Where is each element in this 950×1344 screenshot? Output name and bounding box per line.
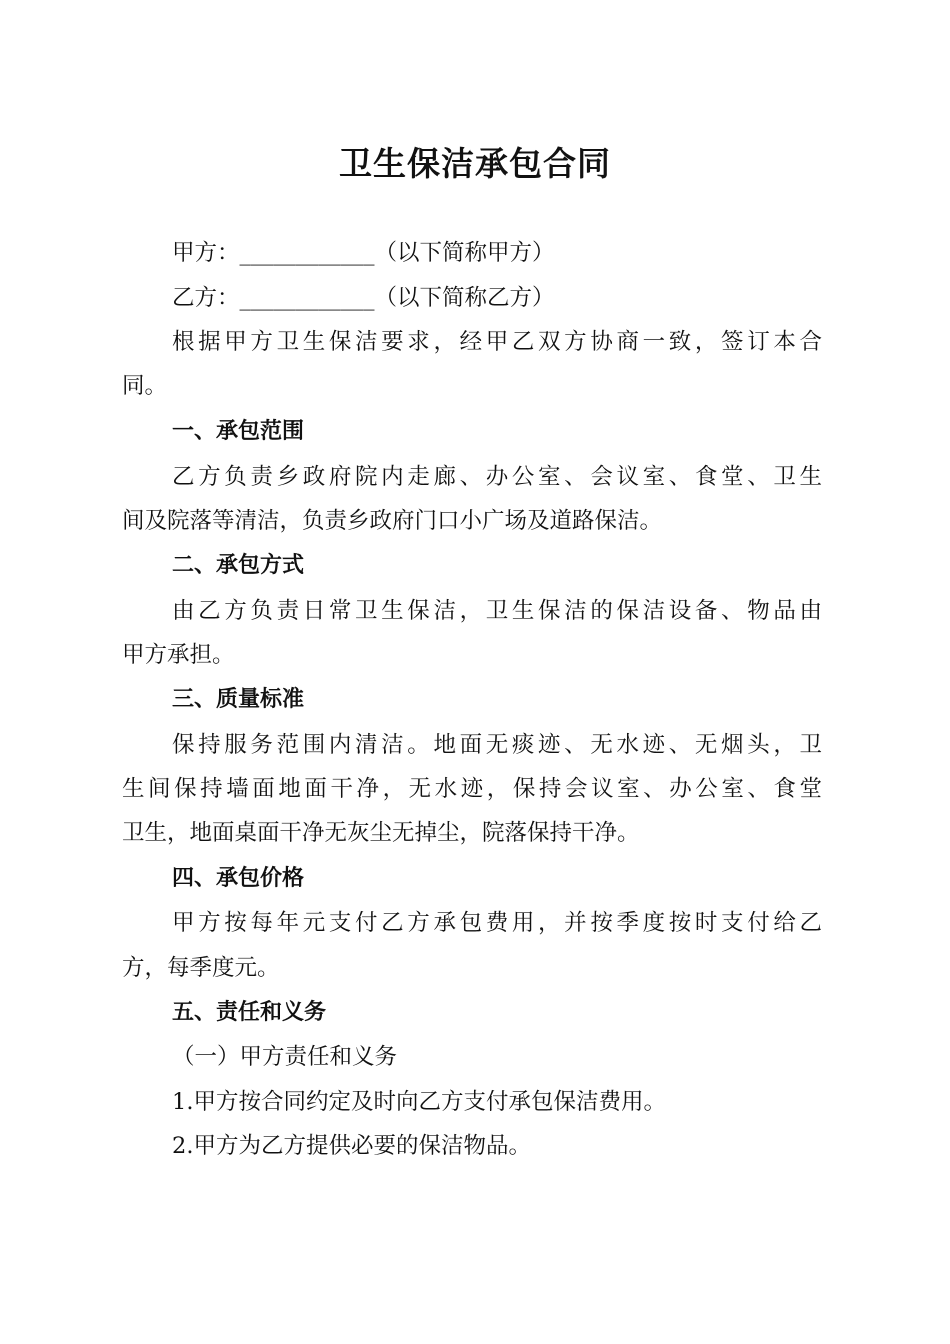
party-b-note: （以下简称乙方） <box>374 285 555 311</box>
subsection-heading: （一）甲方责任和义务 <box>172 1044 398 1070</box>
subsection-item-2: 2.甲方为乙方提供必要的保洁物品。 <box>172 1133 531 1159</box>
section-5-heading: 五、责任和义务 <box>172 1000 327 1025</box>
section-3-heading: 三、质量标准 <box>172 687 305 712</box>
party-a-label: 甲方： <box>172 240 240 266</box>
section-2-line-2: 甲方承担。 <box>122 642 235 668</box>
section-2-line-1: 由乙方负责日常卫生保洁，卫生保洁的保洁设备、物品由 <box>172 598 822 624</box>
section-1-line-1: 乙方负责乡政府院内走廊、办公室、会议室、食堂、卫生 <box>172 464 822 490</box>
party-b-line <box>172 283 822 313</box>
party-a-note: （以下简称甲方） <box>374 240 555 266</box>
section-3-line-1: 保持服务范围内清洁。地面无痰迹、无水迹、无烟头，卫 <box>172 732 822 758</box>
intro-line-2: 同。 <box>122 373 168 399</box>
section-4-line-1: 甲方按每年元支付乙方承包费用，并按季度按时支付给乙 <box>172 910 822 936</box>
section-2-heading: 二、承包方式 <box>172 553 305 578</box>
party-b-label: 乙方： <box>172 285 240 311</box>
section-4-line-2: 方，每季度元。 <box>122 955 280 981</box>
party-a-blank: ____________ <box>239 240 375 266</box>
party-b-blank: ____________ <box>239 285 375 311</box>
section-1-heading: 一、承包范围 <box>172 419 305 444</box>
section-4-heading: 四、承包价格 <box>172 866 305 891</box>
section-3-line-2: 生间保持墙面地面干净，无水迹，保持会议室、办公室、食堂 <box>122 776 822 802</box>
section-3-line-3: 卫生，地面桌面干净无灰尘无掉尘，院落保持干净。 <box>122 820 640 846</box>
section-1-line-2: 间及院落等清洁，负责乡政府门口小广场及道路保洁。 <box>122 508 663 534</box>
intro-line-1: 根据甲方卫生保洁要求，经甲乙双方协商一致，签订本合 <box>172 329 822 355</box>
subsection-item-1: 1.甲方按合同约定及时向乙方支付承包保洁费用。 <box>172 1089 666 1115</box>
party-a-line <box>172 238 822 268</box>
document-title: 卫生保洁承包合同 <box>339 144 611 183</box>
